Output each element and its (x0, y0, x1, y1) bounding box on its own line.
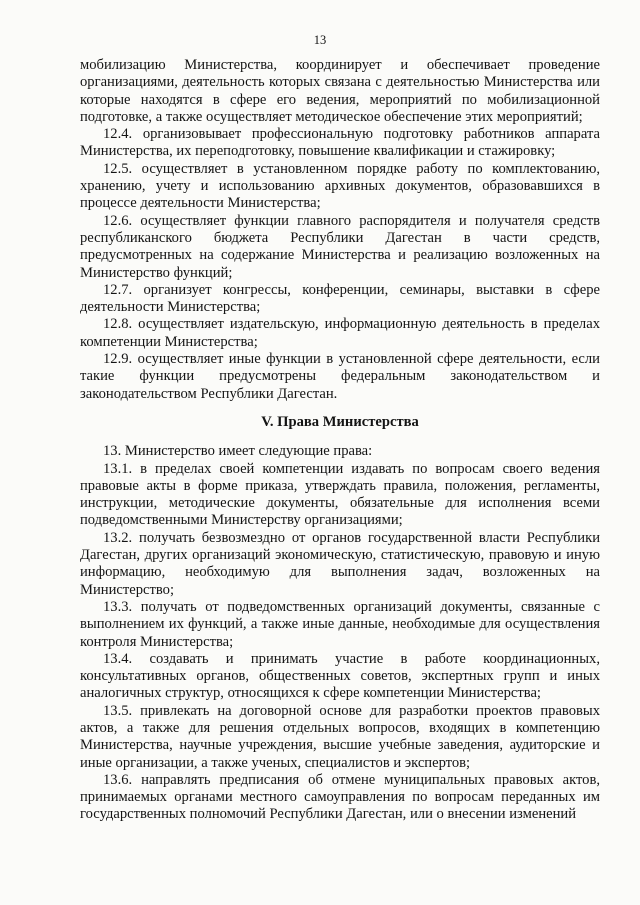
paragraph-continuation: мобилизацию Министерства, координирует и обеспечивает проведение организациями, деятельность которых связана с деятельностью Министерства или которые находятся в сфере его ведения, мероприятий по мобилизационной подготовке, а также осуществляет методическое обеспечение этих мероприятий; (80, 57, 600, 125)
paragraph-12-8: 12.8. осуществляет издательскую, информационную деятельность в пределах компетенции Министерства; (80, 316, 600, 350)
paragraph-13-4: 13.4. создавать и принимать участие в работе координационных, консультативных органов, общественных советов, экспертных групп и иных аналогичных структур, относящихся к сфере компетенции Министерства; (80, 650, 600, 702)
paragraph-12-4: 12.4. организовывает профессиональную подготовку работников аппарата Министерства, их переподготовку, повышение квалификации и стажировку; (80, 126, 600, 160)
document-body (80, 57, 600, 824)
paragraph-13-1: 13.1. в пределах своей компетенции издавать по вопросам своего ведения правовые акты в форме приказа, утверждать правила, положения, регламенты, инструкции, методические документы, обязательные для исполнения всеми подведомственными Министерству организациями; (80, 460, 600, 529)
paragraph-12-5: 12.5. осуществляет в установленном порядке работу по комплектованию, хранению, учету и использованию архивных документов, образовавшихся в процессе деятельности Министерства; (80, 160, 600, 212)
paragraph-13-3: 13.3. получать от подведомственных организаций документы, связанные с выполнением их функций, а также иные данные, необходимые для осуществления контроля Министерства; (80, 598, 600, 650)
paragraph-13-6: 13.6. направлять предписания об отмене муниципальных правовых актов, принимаемых органами местного самоуправления по вопросам переданных им государственных полномочий Республики Дагестан, или о внесении изменений (80, 771, 600, 823)
paragraph-13-2: 13.2. получать безвозмездно от органов государственной власти Республики Дагестан, других организаций экономическую, статистическую, правовую и иную информацию, необходимую для выполнения задач, возложенных на Министерство; (80, 529, 600, 598)
paragraph-13: 13. Министерство имеет следующие права: (103, 443, 373, 460)
paragraph-12-9: 12.9. осуществляет иные функции в установленной сфере деятельности, если такие функции предусмотрены федеральным законодательством и законодательством Республики Дагестан. (80, 351, 600, 402)
paragraph-12-6: 12.6. осуществляет функции главного распорядителя и получателя средств республиканского бюджета Республики Дагестан в части средств, предусмотренных на содержание Министерства и реализацию возложенных на Министерство функций; (80, 212, 600, 281)
section-heading: V. Права Министерства (261, 413, 419, 430)
paragraph-12-7: 12.7. организует конгрессы, конференции, семинары, выставки в сфере деятельности Министерства; (80, 281, 600, 316)
paragraph-13-5: 13.5. привлекать на договорной основе для разработки проектов правовых актов, а также для решения отдельных вопросов, входящих в компетенцию Министерства, научные учреждения, высшие учебные заведения, аудиторские и иные организации, а также ученых, специалистов и экспертов; (80, 702, 600, 771)
page-number: 13 (313, 33, 327, 47)
